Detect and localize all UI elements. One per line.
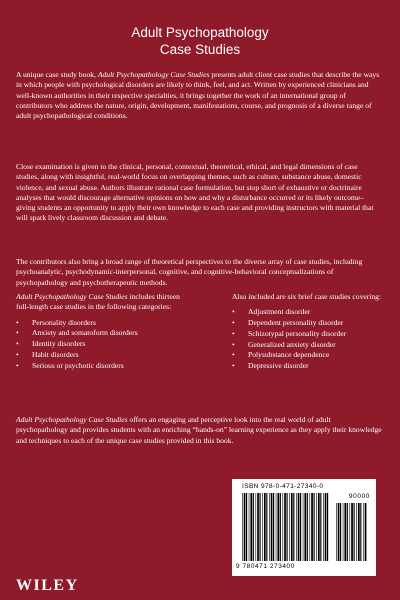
category-item <box>16 328 192 339</box>
barcode-bar <box>344 503 346 561</box>
isbn-number: ISBN 978-0-471-27340-0 <box>242 483 324 490</box>
bullet-icon: • <box>232 361 235 371</box>
barcode-bar <box>314 493 315 561</box>
barcode-bar <box>291 493 293 561</box>
brief-topic-item <box>232 350 392 361</box>
barcode-bar <box>327 493 328 561</box>
barcode-bar <box>250 493 252 561</box>
brief-topic-item-label: Adjustment disorder <box>248 307 311 317</box>
brief-topic-item-label: Dependent personality disorder <box>248 318 344 328</box>
p4-book-title: Adult Psychopathology Case Studies <box>16 415 128 424</box>
barcode-bar <box>336 503 337 561</box>
barcode-bar <box>338 503 340 561</box>
isbn-barcode <box>232 479 376 576</box>
bullet-icon: • <box>16 360 19 370</box>
category-item-label: Habit disorders <box>32 349 79 359</box>
description-paragraph-4 <box>16 415 382 452</box>
category-item <box>16 339 192 350</box>
bullet-icon: • <box>232 328 235 338</box>
p2-text: Close examination is given to the clinical, personal, contextual, theoretical, ethical, and legal dimensions of case studies, along with insightful, real-world focus on overlapping themes, such as culture, substance abuse, domestic violence, and sexual abuse. Authors illustrate rational case formulation, but stop short of exhaustive or doctrinaire analyses that would discourage alternative opinions on how and why a disturbance occurred or its likely outcome–giving students an opportunity to apply their own knowledge to each case and providing instructors with material that will spark lively classroom discussion and debate. <box>16 162 374 223</box>
barcode-bar <box>351 503 353 561</box>
barcode-bar <box>296 493 297 561</box>
barcode-bar <box>323 493 324 561</box>
price-code: 90000 <box>348 493 370 500</box>
description-paragraph-3 <box>16 257 382 294</box>
barcode-bar <box>298 493 300 561</box>
brief-topic-item <box>232 361 392 372</box>
barcode-bar <box>303 493 304 561</box>
barcode-bar <box>276 493 277 561</box>
barcode-bar <box>293 493 294 561</box>
barcode-bar <box>280 493 281 561</box>
barcode-bar <box>269 493 270 561</box>
barcode-bar <box>300 493 301 561</box>
barcode-bar <box>242 493 243 561</box>
barcode-bar <box>260 493 261 561</box>
barcode-bar <box>307 493 308 561</box>
category-item-label: Identity disorders <box>32 339 86 349</box>
title-line-2: Case Studies <box>159 42 241 57</box>
barcode-bar <box>358 503 360 561</box>
barcode-bar <box>320 493 321 561</box>
barcode-bar <box>316 493 317 561</box>
bullet-icon: • <box>16 349 19 359</box>
category-item-label: Personality disorders <box>32 317 96 327</box>
barcode-bar <box>311 493 313 561</box>
barcode-bar <box>343 503 344 561</box>
description-paragraph-1 <box>16 70 382 128</box>
barcode-bar <box>287 493 288 561</box>
barcode-bar <box>257 493 259 561</box>
brief-topic-item <box>232 340 392 351</box>
brief-case-list <box>232 292 392 372</box>
brief-topic-item-label: Polysubstance dependence <box>248 350 330 360</box>
barcode-bar <box>354 503 355 561</box>
bullet-icon: • <box>16 328 19 338</box>
barcode-bar <box>264 493 266 561</box>
barcode-bar <box>271 493 273 561</box>
barcode-bar <box>284 493 286 561</box>
full-length-intro <box>16 292 192 313</box>
category-item <box>16 318 192 329</box>
barcode-bar <box>350 503 351 561</box>
bullet-icon: • <box>232 350 235 360</box>
p1-book-title: Adult Psychopathology Case Studies <box>97 70 210 79</box>
full-length-case-list <box>16 292 192 372</box>
barcode-addon-bars <box>336 503 368 561</box>
cover-title <box>0 24 400 58</box>
brief-topic-item-label: Schizotypal personality disorder <box>248 328 347 338</box>
barcode-bar <box>273 493 274 561</box>
barcode-digits: 9 780471 273400 <box>236 563 295 570</box>
bullet-icon: • <box>16 339 19 349</box>
barcode-bar <box>289 493 290 561</box>
brief-topic-item <box>232 329 392 340</box>
barcode-bar <box>310 493 311 561</box>
barcode-bar <box>325 493 327 561</box>
barcode-bar <box>283 493 284 561</box>
barcode-bar <box>249 493 250 561</box>
p3-text: The contributors also bring a broad range of theoretical perspectives to the diverse array of case studies, including psychoanalytic, psychodynamic-interpersonal, cognitive, and cognitive-behavioral conceptualizations of psychopathology and psychotherapeutic methods. <box>16 257 363 287</box>
brief-intro: Also included are six brief case studies covering: <box>232 292 382 301</box>
p1-lead-text: A unique case study book, <box>16 70 98 79</box>
left-intro-book-title: Adult Psychopathology Case Studies <box>16 292 128 301</box>
p1-body-text: presents adult client case studies that describe the ways in which people with psychological disorders are likely to think, feel, and act. Written by experienced clinicians and well-known authorities in their respective specialties, it brings together the work of an international group of contributors who address the nature, origin, development, manifestations, course, and prognosis of a diverse range of adult psychopathological conditions. <box>16 70 380 121</box>
barcode-bar <box>246 493 247 561</box>
bullet-icon: • <box>16 317 19 327</box>
bullet-icon: • <box>232 318 235 328</box>
barcode-bar <box>244 493 246 561</box>
category-item-label: Serious or psychotic disorders <box>32 360 124 370</box>
category-item-label: Anxiety and somatoform disorders <box>32 328 138 338</box>
category-list <box>16 318 192 372</box>
description-paragraph-2 <box>16 162 382 230</box>
barcode-bar <box>365 503 367 561</box>
barcode-bar <box>262 493 263 561</box>
title-line-1: Adult Psychopathology <box>131 25 269 40</box>
brief-topic-item <box>232 307 392 318</box>
brief-topic-item-label: Generalized anxiety disorder <box>248 339 336 349</box>
category-item <box>16 361 192 372</box>
barcode-bar <box>356 503 357 561</box>
brief-topic-item-label: Depressive disorder <box>248 361 309 371</box>
bullet-icon: • <box>232 339 235 349</box>
publisher-logo: WILEY <box>16 577 79 594</box>
barcode-bars <box>242 493 330 561</box>
barcode-bar <box>304 493 306 561</box>
barcode-bar <box>318 493 320 561</box>
barcode-bar <box>363 503 364 561</box>
brief-topic-item <box>232 318 392 329</box>
left-intro-text: includes thirteen full-length case studies in the following categories: <box>16 292 180 312</box>
barcode-bar <box>360 503 361 561</box>
barcode-bar <box>277 493 279 561</box>
barcode-bar <box>347 503 348 561</box>
bullet-icon: • <box>232 307 235 317</box>
barcode-bar <box>266 493 267 561</box>
barcode-bar <box>340 503 341 561</box>
p4-text: offers an engaging and perceptive look into the real world of adult psychopathology and provides students with an enriching “hands-on” learning experience as they apply their knowledge and techniques to each of the unique case studies provided in this book. <box>16 415 382 445</box>
category-item <box>16 350 192 361</box>
barcode-bar <box>253 493 254 561</box>
barcode-bar <box>256 493 257 561</box>
brief-case-topics <box>232 307 392 372</box>
